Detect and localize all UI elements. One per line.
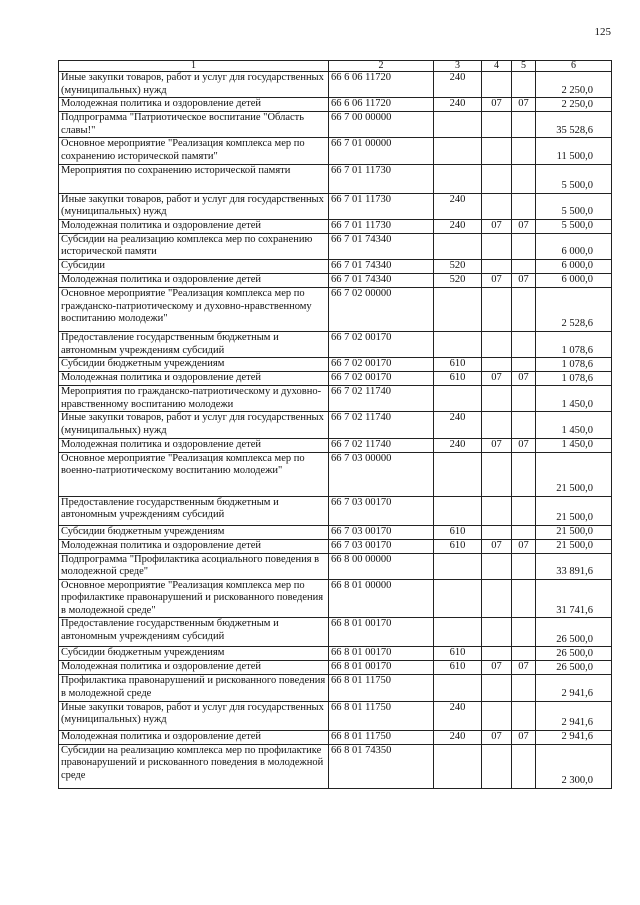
table-row	[59, 219, 612, 233]
target-code: 66 7 02 11740	[329, 412, 434, 438]
table-header-row	[59, 61, 612, 72]
table-row	[59, 452, 612, 496]
target-code: 66 7 01 11730	[329, 219, 434, 233]
section	[482, 744, 512, 788]
amount: 2 941,6	[536, 675, 612, 701]
expense-type	[434, 164, 482, 193]
amount: 1 078,6	[536, 358, 612, 372]
page-number: 125	[594, 26, 611, 38]
expense-type: 610	[434, 647, 482, 661]
amount: 1 450,0	[536, 386, 612, 412]
expense-type: 610	[434, 372, 482, 386]
expense-type	[434, 233, 482, 259]
column-header: 3	[434, 61, 482, 72]
target-code: 66 8 01 00000	[329, 579, 434, 618]
target-code: 66 7 00 00000	[329, 112, 434, 138]
subsection: 07	[512, 730, 536, 744]
item-name: Иные закупки товаров, работ и услуг для государственных (муниципальных) нужд	[59, 701, 329, 730]
target-code: 66 7 01 11730	[329, 193, 434, 219]
section	[482, 579, 512, 618]
amount: 6 000,0	[536, 273, 612, 287]
expense-type: 240	[434, 72, 482, 98]
table-row	[59, 730, 612, 744]
table-row	[59, 701, 612, 730]
target-code: 66 8 01 11750	[329, 730, 434, 744]
amount: 1 078,6	[536, 372, 612, 386]
target-code: 66 7 02 00170	[329, 372, 434, 386]
section: 07	[482, 98, 512, 112]
subsection	[512, 112, 536, 138]
item-name: Молодежная политика и оздоровление детей	[59, 372, 329, 386]
table-row	[59, 647, 612, 661]
amount: 21 500,0	[536, 452, 612, 496]
column-header: 2	[329, 61, 434, 72]
table-row	[59, 273, 612, 287]
expense-type	[434, 744, 482, 788]
expense-type: 520	[434, 259, 482, 273]
expense-type: 610	[434, 358, 482, 372]
amount: 2 300,0	[536, 744, 612, 788]
table-row	[59, 412, 612, 438]
item-name: Предоставление государственным бюджетным и автономным учреждениям субсидий	[59, 496, 329, 525]
table-row	[59, 675, 612, 701]
section: 07	[482, 273, 512, 287]
item-name: Субсидии на реализацию комплекса мер по сохранению исторической памяти	[59, 233, 329, 259]
amount: 2 250,0	[536, 72, 612, 98]
section: 07	[482, 219, 512, 233]
section	[482, 358, 512, 372]
table-row	[59, 193, 612, 219]
section: 07	[482, 372, 512, 386]
table-row	[59, 386, 612, 412]
target-code: 66 7 03 00170	[329, 496, 434, 525]
expense-type	[434, 496, 482, 525]
amount: 2 941,6	[536, 701, 612, 730]
item-name: Субсидии бюджетным учреждениям	[59, 647, 329, 661]
item-name: Молодежная политика и оздоровление детей	[59, 539, 329, 553]
section	[482, 525, 512, 539]
item-name: Молодежная политика и оздоровление детей	[59, 661, 329, 675]
subsection: 07	[512, 372, 536, 386]
section	[482, 618, 512, 647]
expense-type: 610	[434, 539, 482, 553]
subsection: 07	[512, 219, 536, 233]
item-name: Мероприятия по гражданско-патриотическому и духовно-нравственному воспитанию молодежи	[59, 386, 329, 412]
section	[482, 233, 512, 259]
section	[482, 386, 512, 412]
table-row	[59, 579, 612, 618]
table-row	[59, 287, 612, 331]
subsection	[512, 701, 536, 730]
subsection	[512, 72, 536, 98]
expense-type	[434, 138, 482, 164]
table-row	[59, 358, 612, 372]
item-name: Иные закупки товаров, работ и услуг для государственных (муниципальных) нужд	[59, 193, 329, 219]
item-name: Молодежная политика и оздоровление детей	[59, 219, 329, 233]
subsection	[512, 331, 536, 357]
expense-type: 240	[434, 412, 482, 438]
subsection	[512, 412, 536, 438]
subsection: 07	[512, 539, 536, 553]
item-name: Иные закупки товаров, работ и услуг для государственных (муниципальных) нужд	[59, 412, 329, 438]
amount: 2 528,6	[536, 287, 612, 331]
table-row	[59, 525, 612, 539]
table-row	[59, 553, 612, 579]
subsection	[512, 647, 536, 661]
target-code: 66 8 01 74350	[329, 744, 434, 788]
item-name: Основное мероприятие "Реализация комплекса мер по военно-патриотическому воспитанию молодежи"	[59, 452, 329, 496]
item-name: Профилактика правонарушений и рискованного поведения в молодежной среде	[59, 675, 329, 701]
target-code: 66 7 02 11740	[329, 386, 434, 412]
target-code: 66 8 01 00170	[329, 618, 434, 647]
item-name: Предоставление государственным бюджетным и автономным учреждениям субсидий	[59, 331, 329, 357]
item-name: Подпрограмма "Патриотическое воспитание "Область славы!"	[59, 112, 329, 138]
section	[482, 553, 512, 579]
section: 07	[482, 438, 512, 452]
expense-type: 240	[434, 193, 482, 219]
item-name: Субсидии бюджетным учреждениям	[59, 358, 329, 372]
subsection	[512, 452, 536, 496]
target-code: 66 7 02 00170	[329, 331, 434, 357]
amount: 35 528,6	[536, 112, 612, 138]
amount: 21 500,0	[536, 539, 612, 553]
section	[482, 331, 512, 357]
target-code: 66 7 02 11740	[329, 438, 434, 452]
subsection	[512, 164, 536, 193]
item-name: Молодежная политика и оздоровление детей	[59, 273, 329, 287]
subsection	[512, 233, 536, 259]
target-code: 66 7 02 00000	[329, 287, 434, 331]
expense-type	[434, 579, 482, 618]
item-name: Субсидии бюджетным учреждениям	[59, 525, 329, 539]
item-name: Основное мероприятие "Реализация комплекса мер по профилактике правонарушений и рискованного поведения в молодежной среде"	[59, 579, 329, 618]
column-header: 4	[482, 61, 512, 72]
section: 07	[482, 730, 512, 744]
table-row	[59, 496, 612, 525]
amount: 21 500,0	[536, 496, 612, 525]
section	[482, 701, 512, 730]
item-name: Субсидии	[59, 259, 329, 273]
subsection	[512, 744, 536, 788]
amount: 31 741,6	[536, 579, 612, 618]
amount: 1 450,0	[536, 412, 612, 438]
subsection	[512, 675, 536, 701]
expense-type	[434, 287, 482, 331]
target-code: 66 7 02 00170	[329, 358, 434, 372]
item-name: Субсидии на реализацию комплекса мер по профилактике правонарушений и рискованного поведения в молодежной среде	[59, 744, 329, 788]
subsection: 07	[512, 98, 536, 112]
table-row	[59, 372, 612, 386]
section	[482, 647, 512, 661]
section	[482, 164, 512, 193]
section	[482, 287, 512, 331]
table-row	[59, 72, 612, 98]
item-name: Основное мероприятие "Реализация комплекса мер по сохранению исторической памяти"	[59, 138, 329, 164]
target-code: 66 7 01 74340	[329, 259, 434, 273]
table-row	[59, 539, 612, 553]
target-code: 66 8 01 11750	[329, 675, 434, 701]
column-header: 5	[512, 61, 536, 72]
target-code: 66 7 01 74340	[329, 273, 434, 287]
subsection: 07	[512, 661, 536, 675]
section	[482, 452, 512, 496]
item-name: Подпрограмма "Профилактика асоциального поведения в молодежной среде"	[59, 553, 329, 579]
amount: 26 500,0	[536, 647, 612, 661]
expense-type: 520	[434, 273, 482, 287]
amount: 6 000,0	[536, 259, 612, 273]
table-row	[59, 744, 612, 788]
expense-type: 240	[434, 701, 482, 730]
target-code: 66 7 03 00000	[329, 452, 434, 496]
budget-table	[58, 60, 612, 789]
amount: 5 500,0	[536, 193, 612, 219]
target-code: 66 8 00 00000	[329, 553, 434, 579]
expense-type: 610	[434, 661, 482, 675]
expense-type	[434, 331, 482, 357]
table-row	[59, 259, 612, 273]
subsection	[512, 618, 536, 647]
subsection	[512, 259, 536, 273]
amount: 21 500,0	[536, 525, 612, 539]
section	[482, 259, 512, 273]
amount: 5 500,0	[536, 164, 612, 193]
amount: 1 450,0	[536, 438, 612, 452]
target-code: 66 7 03 00170	[329, 525, 434, 539]
section: 07	[482, 661, 512, 675]
expense-type: 240	[434, 438, 482, 452]
subsection	[512, 496, 536, 525]
target-code: 66 7 01 74340	[329, 233, 434, 259]
expense-type	[434, 553, 482, 579]
column-header: 1	[59, 61, 329, 72]
item-name: Молодежная политика и оздоровление детей	[59, 98, 329, 112]
subsection	[512, 287, 536, 331]
expense-type	[434, 112, 482, 138]
item-name: Мероприятия по сохранению исторической памяти	[59, 164, 329, 193]
expense-type: 240	[434, 730, 482, 744]
target-code: 66 7 03 00170	[329, 539, 434, 553]
section	[482, 675, 512, 701]
amount: 2 941,6	[536, 730, 612, 744]
table-row	[59, 98, 612, 112]
item-name: Предоставление государственным бюджетным и автономным учреждениям субсидий	[59, 618, 329, 647]
item-name: Основное мероприятие "Реализация комплекса мер по гражданско-патриотическому и духовно-нравственному воспитанию молодежи"	[59, 287, 329, 331]
item-name: Молодежная политика и оздоровление детей	[59, 438, 329, 452]
subsection	[512, 553, 536, 579]
table-row	[59, 164, 612, 193]
table-row	[59, 618, 612, 647]
item-name: Иные закупки товаров, работ и услуг для государственных (муниципальных) нужд	[59, 72, 329, 98]
amount: 11 500,0	[536, 138, 612, 164]
subsection: 07	[512, 273, 536, 287]
amount: 2 250,0	[536, 98, 612, 112]
expense-type	[434, 675, 482, 701]
amount: 26 500,0	[536, 618, 612, 647]
section	[482, 112, 512, 138]
item-name: Молодежная политика и оздоровление детей	[59, 730, 329, 744]
target-code: 66 7 01 11730	[329, 164, 434, 193]
table-row	[59, 661, 612, 675]
target-code: 66 7 01 00000	[329, 138, 434, 164]
target-code: 66 8 01 00170	[329, 647, 434, 661]
table-row	[59, 112, 612, 138]
column-header: 6	[536, 61, 612, 72]
target-code: 66 8 01 11750	[329, 701, 434, 730]
target-code: 66 6 06 11720	[329, 98, 434, 112]
expense-type: 610	[434, 525, 482, 539]
target-code: 66 6 06 11720	[329, 72, 434, 98]
amount: 33 891,6	[536, 553, 612, 579]
subsection	[512, 138, 536, 164]
amount: 5 500,0	[536, 219, 612, 233]
table-row	[59, 331, 612, 357]
section	[482, 496, 512, 525]
subsection	[512, 525, 536, 539]
subsection	[512, 579, 536, 618]
table-row	[59, 233, 612, 259]
expense-type	[434, 386, 482, 412]
subsection	[512, 193, 536, 219]
section	[482, 138, 512, 164]
section	[482, 72, 512, 98]
section	[482, 412, 512, 438]
expense-type	[434, 452, 482, 496]
expense-type: 240	[434, 219, 482, 233]
amount: 26 500,0	[536, 661, 612, 675]
subsection	[512, 386, 536, 412]
amount: 6 000,0	[536, 233, 612, 259]
target-code: 66 8 01 00170	[329, 661, 434, 675]
amount: 1 078,6	[536, 331, 612, 357]
table-row	[59, 438, 612, 452]
section	[482, 193, 512, 219]
table-row	[59, 138, 612, 164]
section: 07	[482, 539, 512, 553]
subsection: 07	[512, 438, 536, 452]
expense-type: 240	[434, 98, 482, 112]
expense-type	[434, 618, 482, 647]
subsection	[512, 358, 536, 372]
